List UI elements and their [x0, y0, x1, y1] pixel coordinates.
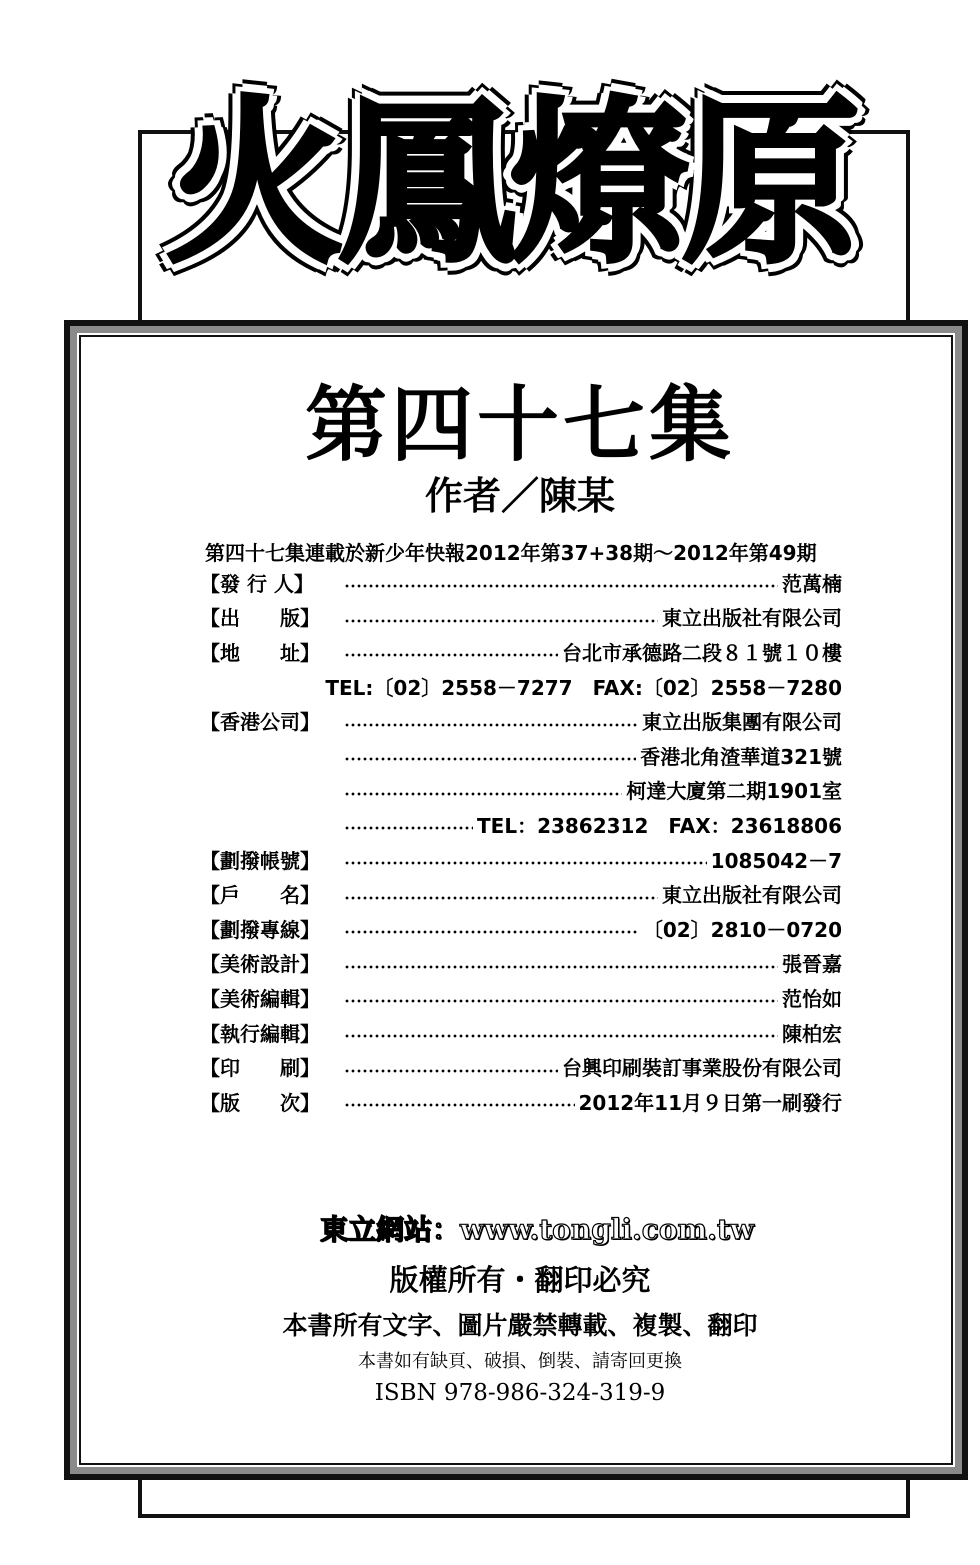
info-value: 台北市承德路二段８１號１０樓 — [562, 640, 842, 665]
dot-leader — [344, 584, 778, 588]
info-value: 范萬楠 — [782, 571, 842, 596]
info-row — [200, 1084, 842, 1119]
info-row — [200, 738, 842, 773]
info-value: 東立出版社有限公司 — [662, 883, 842, 908]
info-label: 【戶 名】 — [200, 883, 320, 908]
info-label: 【劃撥帳號】 — [200, 848, 320, 873]
dot-leader — [344, 1069, 558, 1073]
info-row — [200, 634, 842, 669]
info-value: 〔02〕2810－0720 — [642, 917, 842, 942]
info-row — [200, 842, 842, 877]
info-row — [200, 807, 842, 842]
info-label: 【美術編輯】 — [200, 986, 320, 1011]
info-row — [200, 773, 842, 808]
dot-leader — [344, 896, 658, 900]
info-label: 【地 址】 — [200, 640, 320, 665]
info-row — [200, 946, 842, 981]
info-row — [200, 1015, 842, 1050]
info-row — [200, 600, 842, 635]
serialization-note: 第四十七集連載於新少年快報2012年第37+38期～2012年第49期 — [205, 541, 817, 565]
info-value: TEL:〔02〕2558－7277 FAX:〔02〕2558－7280 — [325, 675, 842, 700]
dot-leader — [344, 999, 778, 1003]
info-label: 【美術設計】 — [200, 952, 320, 977]
dot-leader — [344, 792, 622, 796]
info-value: 范怡如 — [782, 986, 842, 1011]
dot-leader — [344, 757, 636, 761]
info-value: 東立出版集團有限公司 — [642, 710, 842, 735]
dot-leader — [344, 1103, 575, 1107]
info-row — [200, 980, 842, 1015]
dot-leader — [344, 930, 639, 934]
info-value: TEL：23862312 FAX：23618806 — [477, 813, 842, 838]
info-row — [200, 911, 842, 946]
info-value: 陳柏宏 — [782, 1021, 842, 1046]
info-row — [200, 565, 842, 600]
dot-leader — [344, 965, 778, 969]
info-label: 【香港公司】 — [200, 710, 320, 735]
info-label: 【執行編輯】 — [200, 1021, 320, 1046]
website-line: 東立網站：www.tongli.com.tw — [320, 1213, 754, 1246]
info-value: 1085042－7 — [710, 848, 842, 873]
info-label: 【印 刷】 — [200, 1056, 320, 1081]
copyright-notice: 版權所有・翻印必究 — [389, 1263, 651, 1297]
info-row — [200, 876, 842, 911]
info-row — [200, 669, 842, 704]
defect-notice: 本書如有缺頁、破損、倒裝、請寄回更換 — [358, 1351, 682, 1372]
volume-title: 第四十七集 — [304, 377, 735, 473]
dot-leader — [344, 723, 638, 727]
dot-leader — [344, 826, 473, 830]
info-label: 【出 版】 — [200, 606, 320, 631]
reproduction-notice: 本書所有文字、圖片嚴禁轉載、複製、翻印 — [282, 1311, 758, 1340]
info-row — [200, 703, 842, 738]
info-label: 【劃撥專線】 — [200, 917, 320, 942]
info-label: 【版 次】 — [200, 1090, 320, 1115]
info-label: 【發 行 人】 — [200, 571, 314, 596]
info-row — [200, 1049, 842, 1084]
info-value: 台興印刷裝訂事業股份有限公司 — [562, 1056, 842, 1081]
dot-leader — [344, 619, 658, 623]
series-title: 火鳳燎原 — [166, 80, 854, 287]
publication-info-list — [200, 565, 842, 1119]
dot-leader — [344, 653, 558, 657]
info-value: 2012年11月９日第一刷發行 — [578, 1090, 842, 1115]
author-line: 作者／陳某 — [424, 474, 615, 518]
info-value: 東立出版社有限公司 — [662, 606, 842, 631]
isbn: ISBN 978-986-324-319-9 — [374, 1380, 666, 1406]
dot-leader — [344, 1034, 778, 1038]
info-value: 香港北角渣華道321號 — [640, 744, 842, 769]
info-value: 張晉嘉 — [782, 952, 842, 977]
info-value: 柯達大廈第二期1901室 — [626, 779, 842, 804]
dot-leader — [344, 861, 707, 865]
